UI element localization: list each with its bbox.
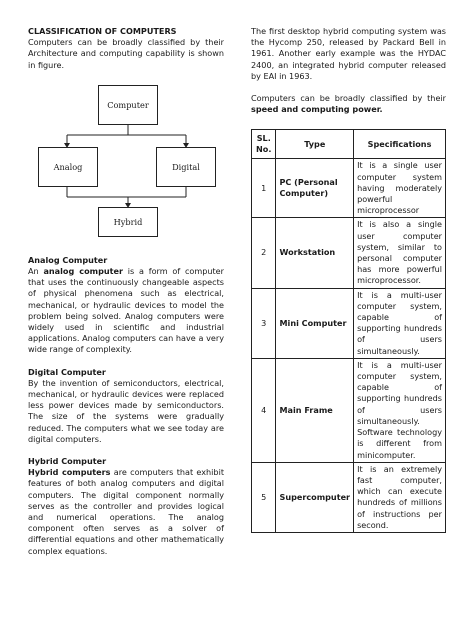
diagram-node-hybrid: Hybrid <box>98 207 158 237</box>
header-sl-no: SL. No. <box>252 130 276 159</box>
speed-classification-paragraph: Computers can be broadly classified by their speed and computing power. <box>251 93 446 115</box>
digital-heading: Digital Computer <box>28 366 106 377</box>
table-row <box>252 358 446 462</box>
hycomp-paragraph: The first desktop hybrid computing system was the Hycomp 250, released by Packard Bell in 1961. Another early example was the HYDAC 2400, an integrated hybrid computer released by EAI in 1963. <box>251 26 446 81</box>
intro-paragraph: Computers can be broadly classified by their Architecture and computing capability is shown in figure. <box>28 37 224 70</box>
analog-paragraph: An analog computer is a form of computer that uses the continuously changeable aspects of physical phenomena such as electrical, mechanical, or hydraulic devices to model the problem being solved. Analog computers were widely used in scientific and industrial applications. Analog computers can have a very wide range of complexity. <box>28 266 224 355</box>
row-spec: It is an extremely fast computer, which can execute hundreds of millions of instructions per second. <box>354 462 446 532</box>
row-type: Supercomputer <box>276 462 354 532</box>
row-sl: 4 <box>252 358 276 462</box>
classification-diagram <box>28 85 224 235</box>
computer-types-table <box>251 129 446 533</box>
row-type: PC (Personal Computer) <box>276 159 354 218</box>
diagram-node-analog: Analog <box>38 147 98 187</box>
row-sl: 2 <box>252 218 276 288</box>
right-column <box>251 26 446 533</box>
header-type: Type <box>276 130 354 159</box>
row-sl: 1 <box>252 159 276 218</box>
row-sl: 5 <box>252 462 276 532</box>
row-type: Workstation <box>276 218 354 288</box>
table-row <box>252 462 446 532</box>
table-row <box>252 218 446 288</box>
hybrid-heading: Hybrid Computer <box>28 456 107 467</box>
table-row <box>252 159 446 218</box>
analog-heading: Analog Computer <box>28 254 108 265</box>
left-column <box>28 26 224 557</box>
hybrid-paragraph: Hybrid computers are computers that exhibit features of both analog computers and digital computers. The digital component normally serves as the controller and provides logical and numerical operations. The analog component often serves as a solver of differential equations and other mathematically complex equations. <box>28 467 224 556</box>
row-type: Mini Computer <box>276 288 354 358</box>
row-spec: It is a single user computer system having moderately powerful microprocessor <box>354 159 446 218</box>
row-spec: It is a multi-user computer system, capable of supporting hundreds of users simultaneously. Software technology is different from minicomputer. <box>354 358 446 462</box>
table-row <box>252 288 446 358</box>
diagram-node-digital: Digital <box>156 147 216 187</box>
row-sl: 3 <box>252 288 276 358</box>
row-spec: It is a multi-user computer system, capable of supporting hundreds of users simultaneously. <box>354 288 446 358</box>
diagram-node-computer: Computer <box>98 85 158 125</box>
digital-paragraph: By the invention of semiconductors, electrical, mechanical, or hydraulic devices were replaced less power devices made by semiconductors. The size of the systems were gradually reduced. The computers what we see today are digital computers. <box>28 377 224 444</box>
page-title: CLASSIFICATION OF COMPUTERS <box>28 26 177 36</box>
row-type: Main Frame <box>276 358 354 462</box>
row-spec: It is also a single user computer system, similar to personal computer has more powerful microprocessor. <box>354 218 446 288</box>
table-header-row <box>252 130 446 159</box>
header-specifications: Specifications <box>354 130 446 159</box>
